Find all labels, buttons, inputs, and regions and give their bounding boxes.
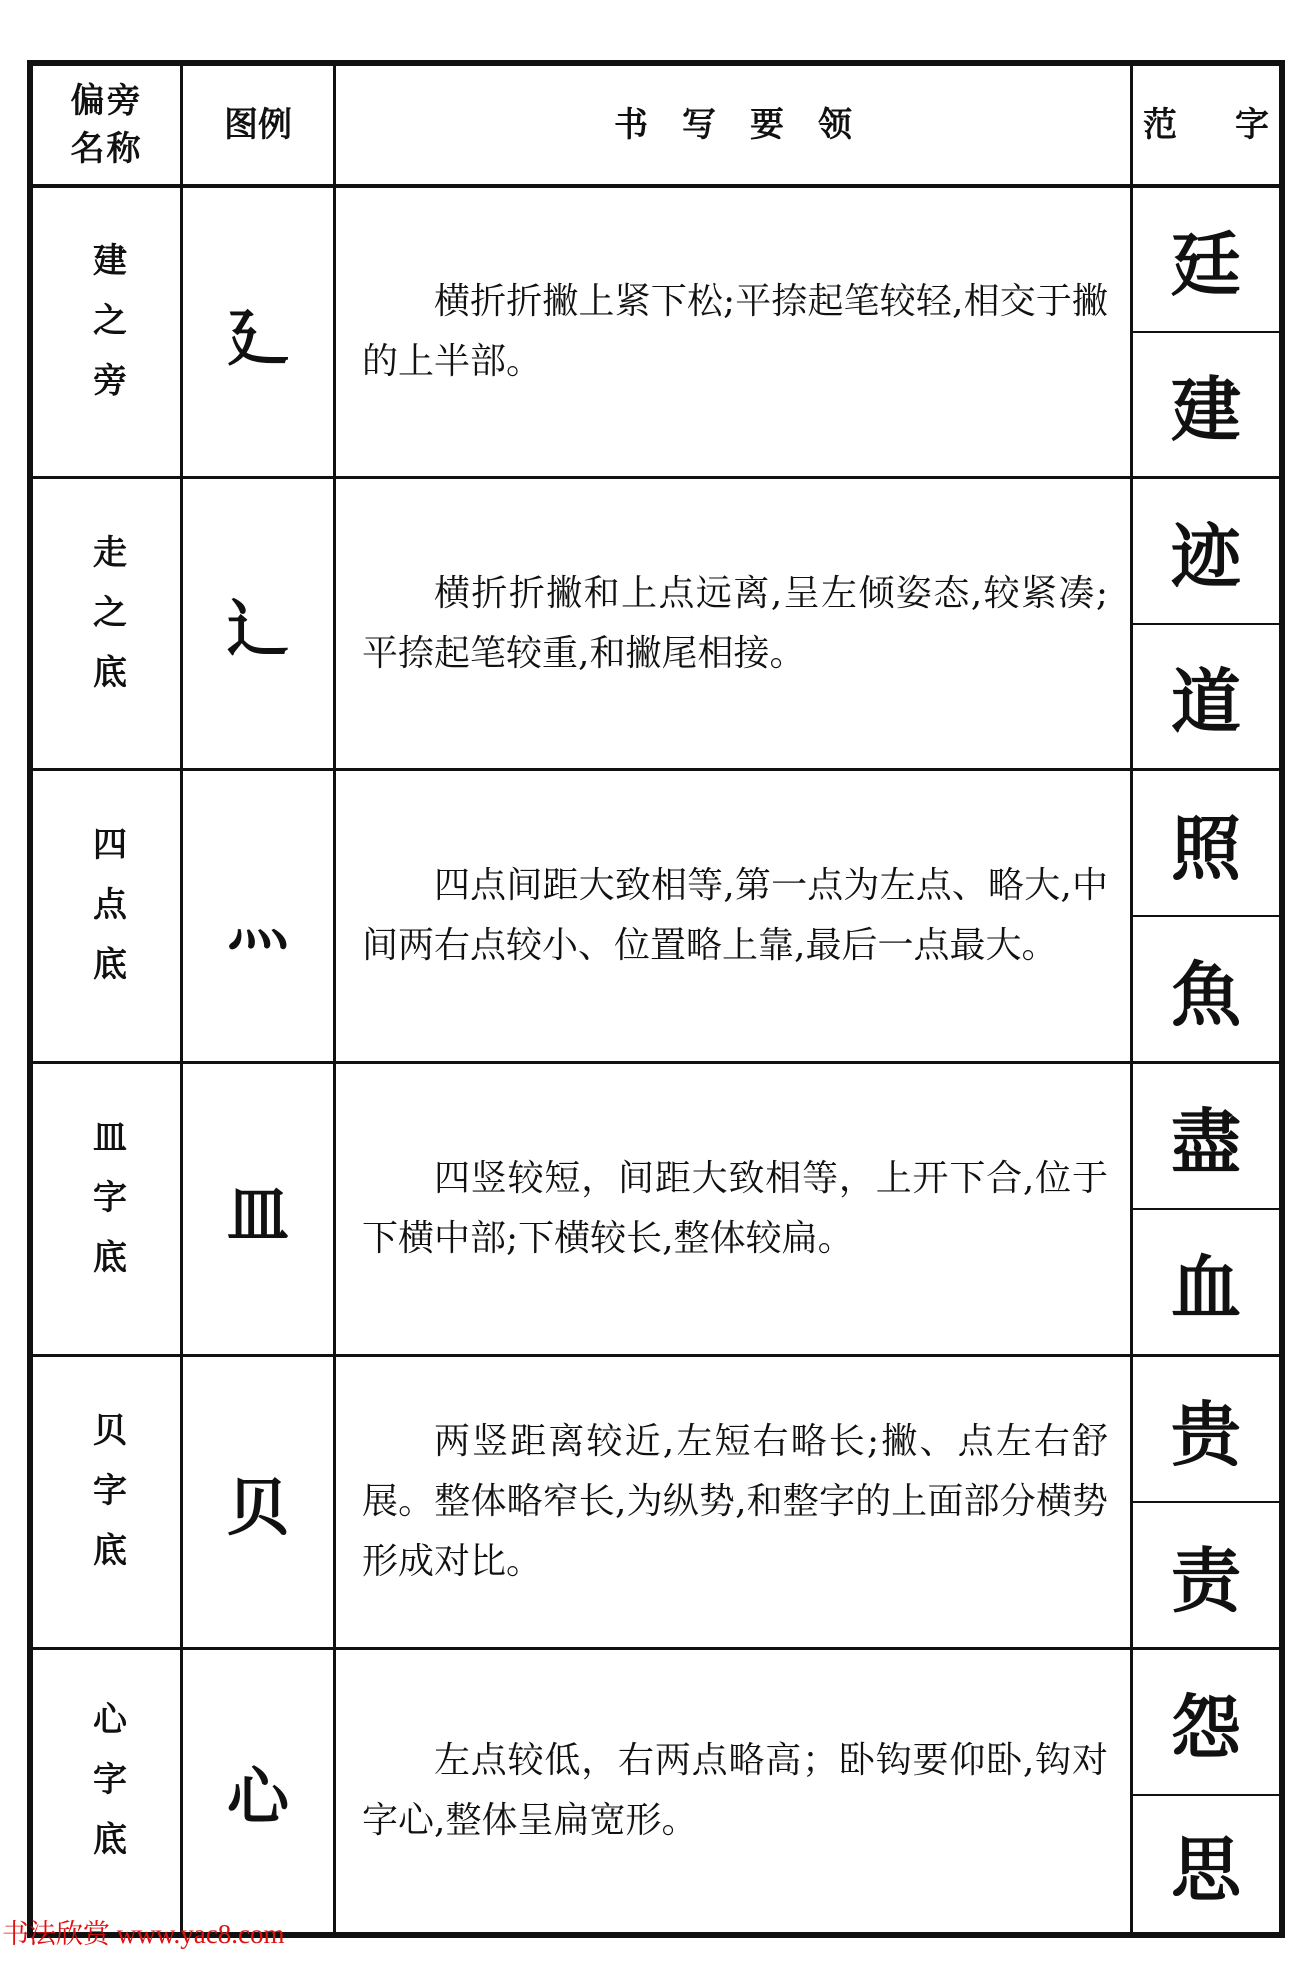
radical-name-cell [33, 1357, 180, 1647]
example-cell [1133, 1796, 1279, 1932]
header-illustration [183, 66, 333, 184]
example-character: 道 [1171, 660, 1241, 743]
example-character: 照 [1171, 806, 1241, 890]
example-cell [1133, 479, 1279, 623]
header-examples-right: 字 [1235, 105, 1269, 145]
radical-name-cell [33, 771, 180, 1061]
rule-cell [336, 188, 1130, 476]
header-radical-name [33, 66, 180, 184]
radical-name-cell [33, 1650, 180, 1932]
radical-name: 心字底 [86, 1701, 127, 1881]
example-cell [1133, 333, 1279, 476]
header-radical-name-line2: 名称 [70, 129, 143, 169]
example-cell [1133, 1357, 1279, 1501]
radical-name: 四点底 [86, 826, 127, 1006]
rule-cell [336, 1650, 1130, 1932]
header-writing-rules [336, 66, 1130, 184]
illustration-cell [183, 1064, 333, 1354]
radical-table [27, 60, 1285, 1938]
watermark: 书法欣赏 www.yac8.com [2, 1919, 285, 1949]
rule-cell [336, 1064, 1130, 1354]
example-cell [1133, 1064, 1279, 1208]
example-character: 思 [1171, 1827, 1241, 1911]
radical-glyph: 皿 [226, 1177, 289, 1251]
radical-glyph: 辶 [226, 592, 289, 665]
radical-name-cell [33, 1064, 180, 1354]
example-cell [1133, 188, 1279, 331]
rule-text: 横折折撇上紧下松;平捺起笔较轻,相交于撇的上半部。 [362, 281, 1108, 382]
header-writing-rules-label: 书写要领 [614, 105, 886, 145]
radical-name: 走之底 [86, 533, 127, 714]
example-character: 魚 [1171, 952, 1241, 1036]
example-cell [1133, 917, 1279, 1061]
rule-cell [336, 771, 1130, 1061]
rule-cell [336, 479, 1130, 768]
rule-text: 左点较低，右两点略高；卧钩要仰卧,钩对字心,整体呈扁宽形。 [362, 1740, 1108, 1841]
illustration-cell [183, 188, 333, 476]
illustration-cell [183, 771, 333, 1061]
header-examples [1133, 66, 1279, 184]
radical-glyph: 灬 [226, 884, 289, 958]
example-cell [1133, 1650, 1279, 1794]
radical-glyph: 廴 [226, 300, 289, 374]
illustration-cell [183, 1650, 333, 1932]
radical-name: 贝字底 [86, 1412, 127, 1592]
rule-text: 两竖距离较近,左短右略长;撇、点左右舒展。整体略窄长,为纵势,和整字的上面部分横势形成对比。 [362, 1421, 1108, 1582]
rule-text: 横折折撇和上点远离,呈左倾姿态,较紧凑;平捺起笔较重,和撇尾相接。 [362, 572, 1108, 674]
example-character: 责 [1171, 1538, 1241, 1622]
header-illustration-label: 图例 [224, 105, 292, 145]
radical-name-cell [33, 188, 180, 476]
example-character: 廷 [1171, 223, 1241, 306]
rule-cell [336, 1357, 1130, 1647]
header-radical-name-line1: 偏旁 [70, 81, 143, 121]
rule-text: 四竖较短，间距大致相等，上开下合,位于下横中部;下横较长,整体较扁。 [362, 1158, 1108, 1259]
radical-name-cell [33, 479, 180, 768]
radical-name: 皿字底 [86, 1119, 127, 1299]
example-character: 迹 [1171, 514, 1241, 598]
illustration-cell [183, 479, 333, 768]
example-character: 贵 [1171, 1392, 1241, 1476]
example-cell [1133, 771, 1279, 915]
radical-glyph: 心 [226, 1759, 289, 1833]
example-character: 怨 [1171, 1685, 1241, 1769]
example-character: 盡 [1171, 1099, 1241, 1183]
example-cell [1133, 625, 1279, 768]
illustration-cell [183, 1357, 333, 1647]
header-examples-left: 范 [1143, 105, 1177, 145]
rule-text: 四点间距大致相等,第一点为左点、略大,中间两右点较小、位置略上靠,最后一点最大。 [362, 865, 1108, 966]
example-character: 建 [1171, 368, 1241, 451]
example-cell [1133, 1503, 1279, 1647]
radical-glyph: 贝 [226, 1470, 289, 1544]
example-cell [1133, 1210, 1279, 1354]
example-character: 血 [1171, 1245, 1241, 1329]
radical-name: 建之旁 [86, 242, 127, 422]
